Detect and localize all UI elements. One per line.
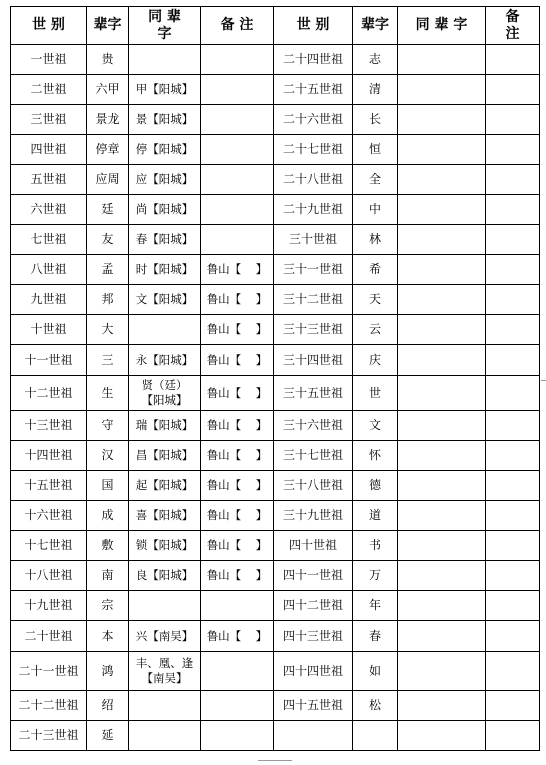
table-row (11, 501, 540, 531)
generation-cell: 四世祖 (11, 135, 87, 165)
remarks-cell-2 (486, 691, 540, 721)
generation-char-cell: 本 (87, 621, 129, 652)
generation-cell: 二十世祖 (11, 621, 87, 652)
generation-char-cell: 守 (87, 411, 129, 441)
generation-char-cell: 绍 (87, 691, 129, 721)
generation-char-cell: 生 (87, 376, 129, 411)
remarks-cell-2 (486, 345, 540, 376)
same-generation-cell: 景【阳城】 (129, 105, 201, 135)
table-row (11, 691, 540, 721)
generation-cell-2: 二十九世祖 (274, 195, 353, 225)
generation-cell: 一世祖 (11, 45, 87, 75)
remarks-cell: 鲁山【 】 (201, 376, 274, 411)
same-generation-cell-2 (398, 501, 486, 531)
same-generation-cell-2 (398, 441, 486, 471)
same-generation-cell (129, 315, 201, 345)
remarks-cell-2 (486, 165, 540, 195)
remarks-cell-2 (486, 45, 540, 75)
header-remarks: 备 注 (201, 7, 274, 45)
same-generation-cell: 瑞【阳城】 (129, 411, 201, 441)
same-generation-cell: 甲【阳城】 (129, 75, 201, 105)
generation-cell: 二十三世祖 (11, 721, 87, 751)
same-generation-cell-2 (398, 315, 486, 345)
same-generation-cell-2 (398, 285, 486, 315)
remarks-cell-2 (486, 652, 540, 691)
same-generation-cell-2 (398, 691, 486, 721)
remarks-cell-2 (486, 255, 540, 285)
generation-cell-2: 四十五世祖 (274, 691, 353, 721)
generation-char-cell-2: 希 (353, 255, 398, 285)
table-row (11, 45, 540, 75)
same-generation-cell-2 (398, 225, 486, 255)
generation-cell-2: 三十三世祖 (274, 315, 353, 345)
remarks-cell-2 (486, 376, 540, 411)
generation-char-cell-2: 书 (353, 531, 398, 561)
generation-table (10, 6, 540, 751)
table-row (11, 561, 540, 591)
remarks-cell (201, 591, 274, 621)
generation-char-cell-2: 松 (353, 691, 398, 721)
table-row (11, 591, 540, 621)
remarks-cell (201, 691, 274, 721)
table-row (11, 75, 540, 105)
generation-char-cell-2: 天 (353, 285, 398, 315)
generation-cell: 十七世祖 (11, 531, 87, 561)
same-generation-cell-2 (398, 531, 486, 561)
generation-cell-2 (274, 721, 353, 751)
table-row (11, 285, 540, 315)
generation-cell: 八世祖 (11, 255, 87, 285)
generation-char-cell-2: 春 (353, 621, 398, 652)
remarks-cell-2 (486, 721, 540, 751)
table-row (11, 721, 540, 751)
header-same-generation-char-2: 同 辈 字 (398, 7, 486, 45)
remarks-cell: 鲁山【 】 (201, 561, 274, 591)
header-generation-char: 辈字 (87, 7, 129, 45)
generation-cell-2: 二十六世祖 (274, 105, 353, 135)
generation-cell-2: 三十九世祖 (274, 501, 353, 531)
generation-char-cell-2: 志 (353, 45, 398, 75)
remarks-cell-2 (486, 285, 540, 315)
table-row (11, 165, 540, 195)
same-generation-cell: 停【阳城】 (129, 135, 201, 165)
generation-char-cell: 邦 (87, 285, 129, 315)
crop-mark-right (541, 380, 546, 381)
generation-char-cell-2: 林 (353, 225, 398, 255)
generation-char-cell-2: 怀 (353, 441, 398, 471)
generation-cell-2: 二十七世祖 (274, 135, 353, 165)
generation-char-cell-2: 全 (353, 165, 398, 195)
generation-cell-2: 二十八世祖 (274, 165, 353, 195)
generation-cell-2: 四十一世祖 (274, 561, 353, 591)
generation-cell: 十三世祖 (11, 411, 87, 441)
remarks-cell: 鲁山【 】 (201, 285, 274, 315)
generation-char-cell-2: 中 (353, 195, 398, 225)
remarks-cell: 鲁山【 】 (201, 531, 274, 561)
table-row (11, 345, 540, 376)
generation-char-cell-2: 恒 (353, 135, 398, 165)
generation-char-cell-2: 文 (353, 411, 398, 441)
same-generation-cell-2 (398, 345, 486, 376)
remarks-cell (201, 135, 274, 165)
generation-char-cell: 贵 (87, 45, 129, 75)
generation-cell: 十一世祖 (11, 345, 87, 376)
generation-char-cell: 六甲 (87, 75, 129, 105)
generation-cell: 十九世祖 (11, 591, 87, 621)
same-generation-cell: 尚【阳城】 (129, 195, 201, 225)
remarks-cell-2 (486, 471, 540, 501)
header-generation-char-2: 辈字 (353, 7, 398, 45)
generation-cell: 六世祖 (11, 195, 87, 225)
same-generation-cell: 时【阳城】 (129, 255, 201, 285)
same-generation-cell (129, 591, 201, 621)
table-row (11, 621, 540, 652)
remarks-cell: 鲁山【 】 (201, 441, 274, 471)
same-generation-cell-2 (398, 45, 486, 75)
generation-cell: 二世祖 (11, 75, 87, 105)
same-generation-cell-2 (398, 75, 486, 105)
generation-char-cell: 停章 (87, 135, 129, 165)
remarks-cell (201, 721, 274, 751)
same-generation-cell-2 (398, 471, 486, 501)
remarks-cell-2 (486, 531, 540, 561)
remarks-cell: 鲁山【 】 (201, 411, 274, 441)
header-row (11, 7, 540, 45)
remarks-cell: 鲁山【 】 (201, 501, 274, 531)
generation-char-cell-2: 德 (353, 471, 398, 501)
generation-char-cell: 大 (87, 315, 129, 345)
generation-cell-2: 三十五世祖 (274, 376, 353, 411)
generation-cell-2: 四十四世祖 (274, 652, 353, 691)
generation-cell-2: 四十二世祖 (274, 591, 353, 621)
generation-cell-2: 二十五世祖 (274, 75, 353, 105)
same-generation-cell-2 (398, 411, 486, 441)
header-same-generation-char: 同 辈 字 (129, 7, 201, 45)
same-generation-cell: 春【阳城】 (129, 225, 201, 255)
table-body (11, 45, 540, 751)
table-row (11, 652, 540, 691)
generation-char-cell-2: 庆 (353, 345, 398, 376)
same-generation-cell-2 (398, 721, 486, 751)
table-row (11, 471, 540, 501)
generation-char-cell: 宗 (87, 591, 129, 621)
header-generation-2: 世 别 (274, 7, 353, 45)
same-generation-cell: 锁【阳城】 (129, 531, 201, 561)
generation-cell: 十二世祖 (11, 376, 87, 411)
generation-cell: 二十二世祖 (11, 691, 87, 721)
generation-cell-2: 三十二世祖 (274, 285, 353, 315)
generation-char-cell-2: 如 (353, 652, 398, 691)
generation-cell: 三世祖 (11, 105, 87, 135)
table-row (11, 411, 540, 441)
table-row (11, 225, 540, 255)
generation-char-cell: 汉 (87, 441, 129, 471)
generation-char-cell-2: 万 (353, 561, 398, 591)
generation-char-cell: 廷 (87, 195, 129, 225)
remarks-cell-2 (486, 591, 540, 621)
remarks-cell (201, 165, 274, 195)
generation-char-cell-2: 年 (353, 591, 398, 621)
remarks-cell (201, 75, 274, 105)
table-row (11, 195, 540, 225)
remarks-cell-2 (486, 561, 540, 591)
header-remarks-2: 备 注 (486, 7, 540, 45)
same-generation-cell-2 (398, 621, 486, 652)
generation-cell: 十世祖 (11, 315, 87, 345)
generation-char-cell: 应周 (87, 165, 129, 195)
same-generation-cell: 兴【南吴】 (129, 621, 201, 652)
generation-cell-2: 三十世祖 (274, 225, 353, 255)
generation-char-cell: 友 (87, 225, 129, 255)
same-generation-cell (129, 45, 201, 75)
same-generation-cell-2 (398, 195, 486, 225)
remarks-cell-2 (486, 621, 540, 652)
same-generation-cell: 永【阳城】 (129, 345, 201, 376)
same-generation-cell-2 (398, 165, 486, 195)
generation-cell: 十四世祖 (11, 441, 87, 471)
generation-char-cell-2: 云 (353, 315, 398, 345)
generation-cell-2: 三十六世祖 (274, 411, 353, 441)
remarks-cell: 鲁山【 】 (201, 471, 274, 501)
remarks-cell: 鲁山【 】 (201, 255, 274, 285)
generation-char-cell: 国 (87, 471, 129, 501)
generation-char-cell: 成 (87, 501, 129, 531)
table-row (11, 105, 540, 135)
table-row (11, 315, 540, 345)
generation-char-cell-2: 世 (353, 376, 398, 411)
table-row (11, 531, 540, 561)
same-generation-cell: 昌【阳城】 (129, 441, 201, 471)
generation-char-cell: 孟 (87, 255, 129, 285)
remarks-cell-2 (486, 501, 540, 531)
same-generation-cell (129, 691, 201, 721)
same-generation-cell (129, 721, 201, 751)
remarks-cell-2 (486, 315, 540, 345)
crop-mark-bottom (258, 760, 292, 761)
remarks-cell-2 (486, 135, 540, 165)
remarks-cell (201, 195, 274, 225)
generation-char-cell: 延 (87, 721, 129, 751)
generation-char-cell: 三 (87, 345, 129, 376)
same-generation-cell: 喜【阳城】 (129, 501, 201, 531)
remarks-cell (201, 652, 274, 691)
generation-char-cell-2: 道 (353, 501, 398, 531)
same-generation-cell-2 (398, 591, 486, 621)
remarks-cell (201, 225, 274, 255)
generation-char-cell-2: 长 (353, 105, 398, 135)
generation-cell: 十八世祖 (11, 561, 87, 591)
generation-cell-2: 二十四世祖 (274, 45, 353, 75)
remarks-cell-2 (486, 225, 540, 255)
generation-cell-2: 三十七世祖 (274, 441, 353, 471)
same-generation-cell-2 (398, 376, 486, 411)
remarks-cell (201, 45, 274, 75)
generation-cell: 五世祖 (11, 165, 87, 195)
remarks-cell-2 (486, 105, 540, 135)
generation-cell: 十五世祖 (11, 471, 87, 501)
generation-char-cell: 南 (87, 561, 129, 591)
table-row (11, 376, 540, 411)
generation-cell: 二十一世祖 (11, 652, 87, 691)
generation-cell-2: 三十四世祖 (274, 345, 353, 376)
header-generation: 世 别 (11, 7, 87, 45)
generation-cell: 七世祖 (11, 225, 87, 255)
same-generation-cell-2 (398, 652, 486, 691)
same-generation-cell-2 (398, 561, 486, 591)
remarks-cell-2 (486, 75, 540, 105)
generation-char-cell-2 (353, 721, 398, 751)
remarks-cell-2 (486, 411, 540, 441)
remarks-cell: 鲁山【 】 (201, 621, 274, 652)
generation-char-cell: 鸿 (87, 652, 129, 691)
generation-cell-2: 四十三世祖 (274, 621, 353, 652)
same-generation-cell-2 (398, 255, 486, 285)
same-generation-cell: 丰、凰、逢 【南吴】 (129, 652, 201, 691)
generation-cell-2: 三十八世祖 (274, 471, 353, 501)
generation-cell-2: 三十一世祖 (274, 255, 353, 285)
remarks-cell-2 (486, 195, 540, 225)
generation-cell: 九世祖 (11, 285, 87, 315)
remarks-cell: 鲁山【 】 (201, 345, 274, 376)
same-generation-cell: 应【阳城】 (129, 165, 201, 195)
remarks-cell-2 (486, 441, 540, 471)
same-generation-cell-2 (398, 135, 486, 165)
same-generation-cell: 文【阳城】 (129, 285, 201, 315)
generation-char-cell: 景龙 (87, 105, 129, 135)
remarks-cell: 鲁山【 】 (201, 315, 274, 345)
generation-char-cell-2: 清 (353, 75, 398, 105)
same-generation-cell-2 (398, 105, 486, 135)
same-generation-cell: 起【阳城】 (129, 471, 201, 501)
same-generation-cell: 良【阳城】 (129, 561, 201, 591)
generation-cell-2: 四十世祖 (274, 531, 353, 561)
table-row (11, 255, 540, 285)
remarks-cell (201, 105, 274, 135)
generation-cell: 十六世祖 (11, 501, 87, 531)
table-row (11, 441, 540, 471)
table-row (11, 135, 540, 165)
generation-char-cell: 敷 (87, 531, 129, 561)
same-generation-cell: 贤（廷） 【阳城】 (129, 376, 201, 411)
